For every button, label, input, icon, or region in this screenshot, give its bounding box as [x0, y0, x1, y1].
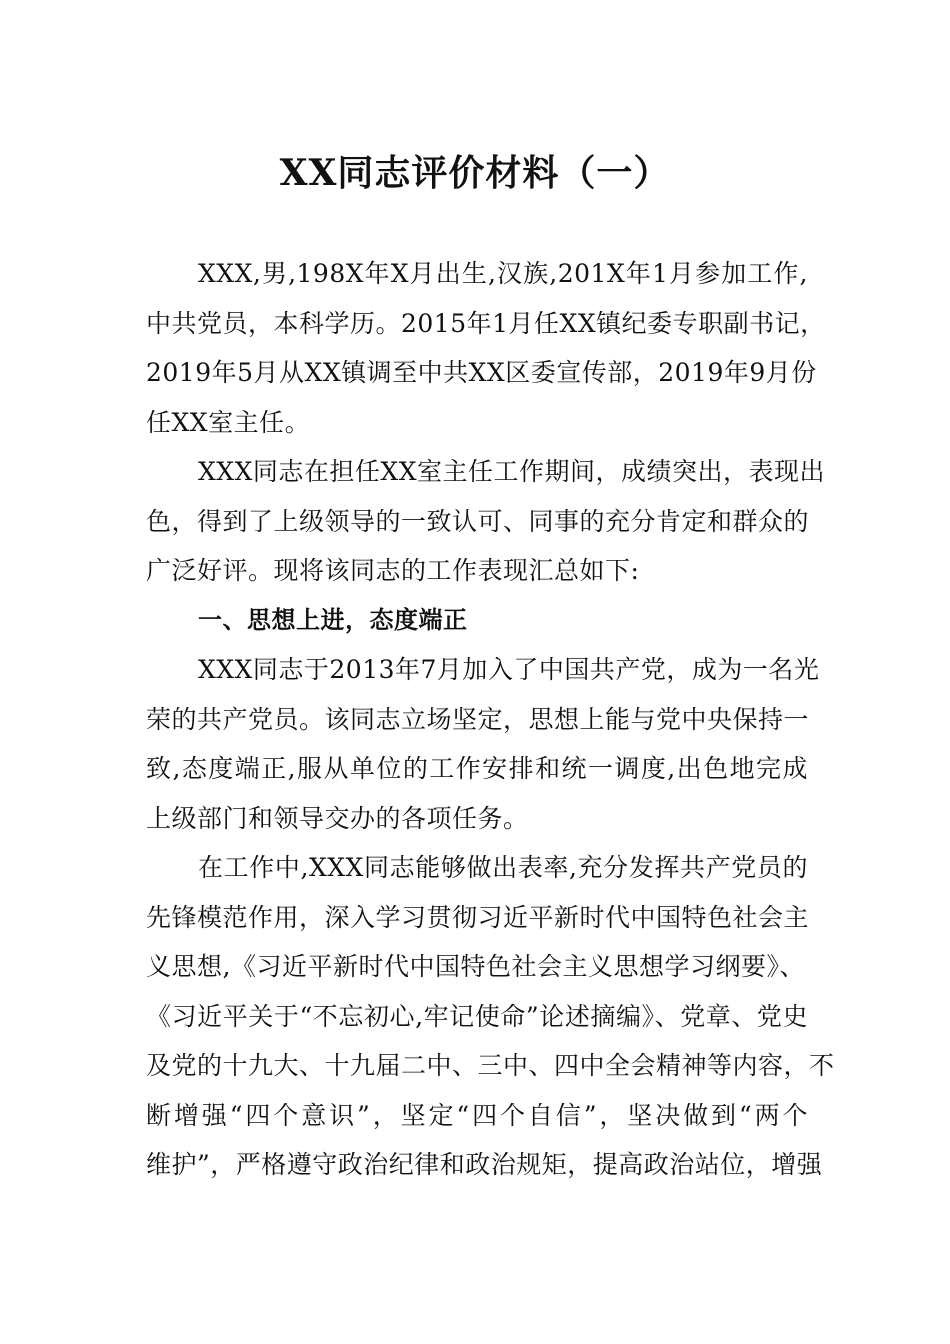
paragraph-1-line-3: 2019年5月从XX镇调至中共XX区委宣传部，2019年9月份: [146, 358, 817, 387]
paragraph-3-line-2: 荣的共产党员。该同志立场坚定，思想上能与党中央保持一: [146, 704, 810, 734]
paragraph-4-line-3: 义思想,《习近平新时代中国特色社会主义思想学习纲要》、: [146, 952, 805, 981]
paragraph-4-line-6: 断增强“四个意识”，坚定“四个自信”，坚决做到“两个: [146, 1100, 808, 1130]
paragraph-4-line-2: 先锋模范作用，深入学习贯彻习近平新时代中国特色社会主: [146, 902, 810, 932]
paragraph-3-line-3: 致,态度端正,服从单位的工作安排和统一调度,出色地完成: [146, 754, 808, 783]
paragraph-4-line-5: 及党的十九大、十九届二中、三中、四中全会精神等内容，不: [146, 1051, 835, 1080]
paragraph-2-line-2: 色，得到了上级领导的一致认可、同事的充分肯定和群众的: [146, 506, 810, 536]
paragraph-1-line-1: XXX,男,198X年X月出生,汉族,201X年1月参加工作,: [198, 259, 808, 288]
section-heading-1: 一、思想上进，态度端正: [198, 605, 468, 634]
paragraph-4-line-4: 《习近平关于“不忘初心,牢记使命”论述摘编》、党章、党史: [146, 1001, 808, 1031]
paragraph-3-line-1: XXX同志于2013年7月加入了中国共产党，成为一名光: [198, 655, 820, 684]
paragraph-2-line-3: 广泛好评。现将该同志的工作表现汇总如下:: [146, 556, 640, 585]
paragraph-4-line-7: 维护”，严格遵守政治纪律和政治规矩，提高政治站位，增强: [146, 1150, 823, 1179]
paragraph-1-line-4: 任XX室主任。: [146, 407, 311, 437]
paragraph-4-line-1: 在工作中,XXX同志能够做出表率,充分发挥共产党员的: [198, 853, 808, 882]
paragraph-3-line-4: 上级部门和领导交办的各项任务。: [146, 803, 529, 833]
paragraph-1-line-2: 中共党员，本科学历。2015年1月任XX镇纪委专职副书记，: [146, 308, 826, 338]
document-title: XX同志评价材料（一）: [279, 152, 671, 194]
paragraph-2-line-1: XXX同志在担任XX室主任工作期间，成绩突出，表现出: [198, 457, 825, 486]
document-body: [146, 249, 835, 1190]
